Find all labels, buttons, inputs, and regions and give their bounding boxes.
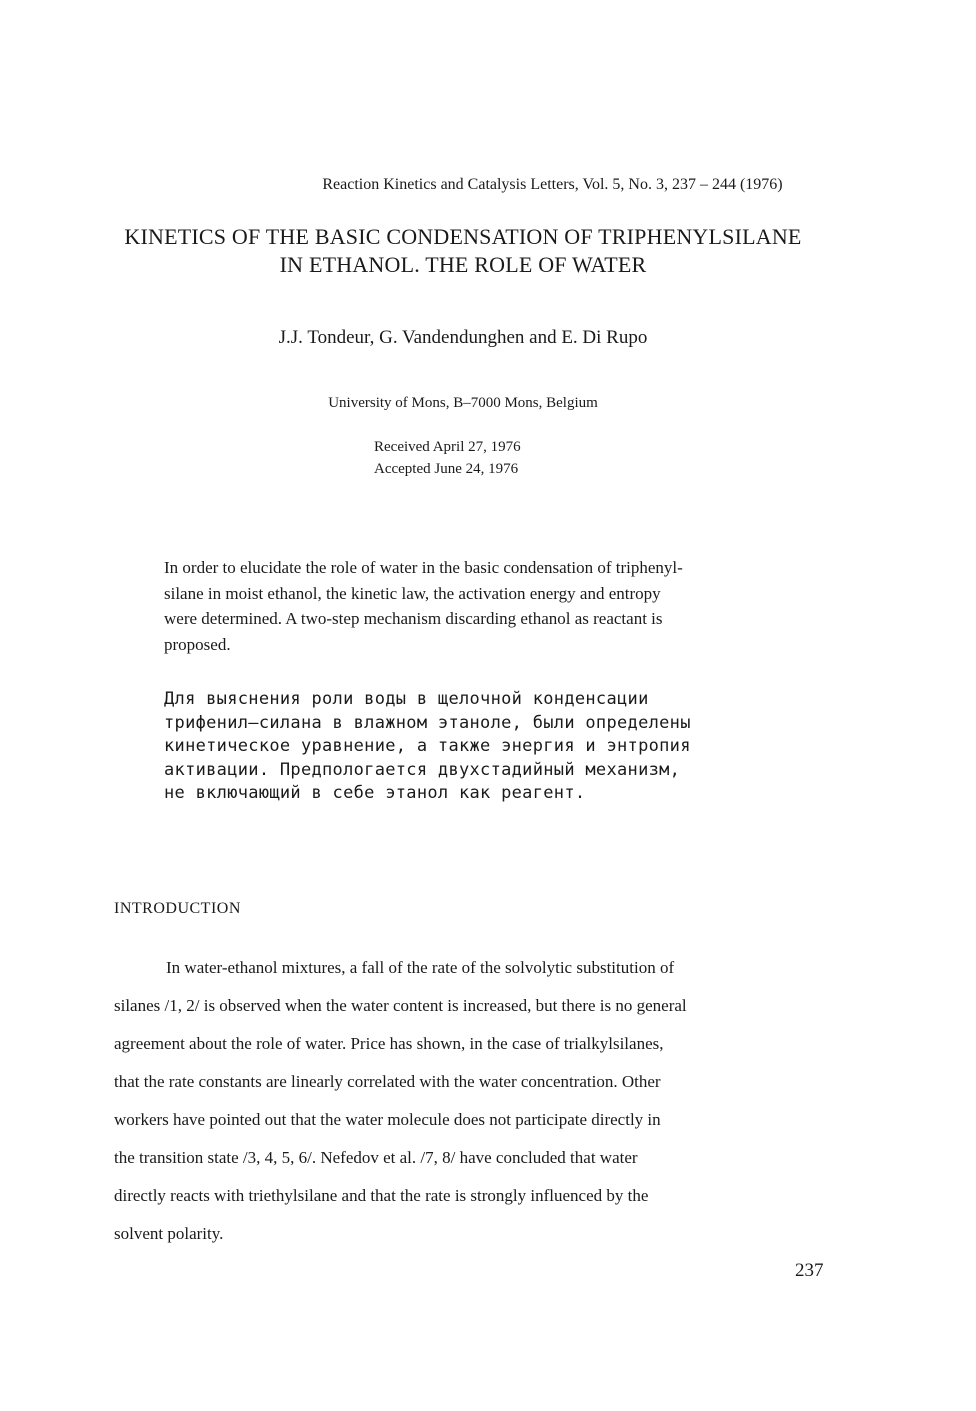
paper-title-line-1: KINETICS OF THE BASIC CONDENSATION OF TRIPHENYLSILANE — [124, 224, 802, 249]
abstract-ru-line: кинетическое уравнение, а также энергия и энтропия — [164, 736, 691, 756]
submission-dates — [374, 436, 521, 480]
abstract-en-line: silane in moist ethanol, the kinetic law, the activation energy and entropy — [164, 583, 661, 603]
affiliation: University of Mons, B–7000 Mons, Belgium — [328, 395, 598, 411]
paper-title-line-2: IN ETHANOL. THE ROLE OF WATER — [279, 252, 647, 277]
intro-line: workers have pointed out that the water molecule does not participate directly in — [114, 1110, 661, 1129]
intro-line: the transition state /3, 4, 5, 6/. Nefedov et al. /7, 8/ have concluded that water — [114, 1148, 638, 1167]
abstract-en-line: proposed. — [164, 634, 231, 654]
abstract-ru-line: не включающий в себе этанол как реагент. — [164, 783, 586, 803]
accepted-date: Accepted June 24, 1976 — [374, 461, 519, 477]
intro-line: that the rate constants are linearly correlated with the water concentration. Other — [114, 1072, 661, 1091]
intro-line: agreement about the role of water. Price has shown, in the case of trialkylsilanes, — [114, 1034, 664, 1053]
section-heading-introduction: INTRODUCTION — [114, 900, 241, 917]
page-number: 237 — [795, 1260, 824, 1281]
abstract-russian — [164, 688, 864, 806]
intro-line: In water-ethanol mixtures, a fall of the rate of the solvolytic substitution of — [166, 958, 675, 977]
author-list: J.J. Tondeur, G. Vandendunghen and E. Di Rupo — [278, 327, 648, 348]
abstract-en-line: In order to elucidate the role of water in the basic condensation of triphenyl- — [164, 558, 683, 577]
abstract-ru-line: Для выяснения роли воды в щелочной конденсации — [164, 689, 649, 709]
intro-line: directly reacts with triethylsilane and that the rate is strongly influenced by the — [114, 1186, 649, 1205]
introduction-paragraph — [114, 949, 854, 1253]
journal-citation: Reaction Kinetics and Catalysis Letters, Vol. 5, No. 3, 237 – 244 (1976) — [322, 176, 783, 193]
abstract-ru-line: трифенил–силана в влажном этаноле, были определены — [164, 712, 691, 733]
intro-line: solvent polarity. — [114, 1224, 224, 1243]
paper-title — [0, 223, 926, 279]
received-date: Received April 27, 1976 — [374, 439, 521, 455]
abstract-english — [164, 555, 844, 657]
abstract-ru-line: активации. Предпологается двухстадийный механизм, — [164, 759, 681, 780]
abstract-en-line: were determined. A two-step mechanism discarding ethanol as reactant is — [164, 609, 663, 628]
intro-line: silanes /1, 2/ is observed when the water content is increased, but there is no general — [114, 996, 687, 1015]
